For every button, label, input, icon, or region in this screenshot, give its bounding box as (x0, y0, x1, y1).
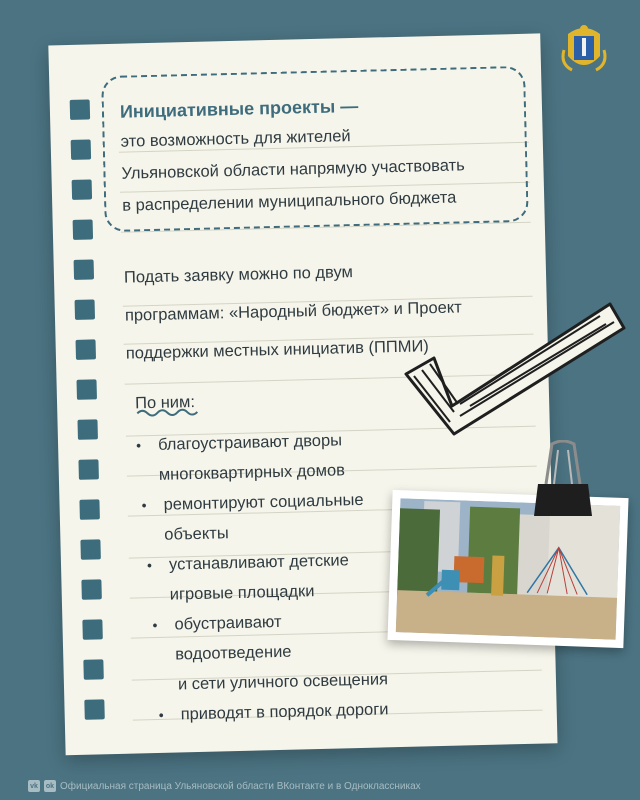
apply-line-2: программам: «Народный бюджет» и Проект (124, 298, 462, 325)
bullet-item-4-cont: водоотведение (175, 642, 292, 664)
apply-line-3: поддержки местных инициатив (ППМИ) (125, 337, 430, 363)
binder-clip-icon (528, 440, 598, 520)
bullet-item-4-cont2: и сети уличного освещения (177, 670, 389, 694)
bullet-item-1: • благоустраивают дворы (158, 426, 343, 459)
ok-icon[interactable]: ok (44, 780, 56, 792)
footer-text: Официальная страница Ульяновской области ВКонтакте и в Одноклассниках (60, 780, 421, 792)
intro-line-2: Ульяновской области напрямую участвовать (121, 156, 465, 183)
bullet-item-3: • устанавливают детские (169, 546, 349, 579)
vk-icon[interactable]: vk (28, 780, 40, 792)
intro-line-3: в распределении муниципального бюджета (122, 188, 457, 215)
bullet-item-4: • обустраивают (174, 608, 282, 640)
intro-line-1: это возможность для жителей (120, 127, 351, 151)
checkmark-icon (400, 294, 630, 444)
title: Инициативные проекты — (119, 95, 359, 122)
apply-line-1: Подать заявку можно по двум (123, 263, 354, 287)
squiggle-underline (135, 406, 205, 418)
bullet-item-2: • ремонтируют социальные (163, 486, 364, 520)
footer (28, 778, 421, 794)
bullet-item-5: • приводят в порядок дороги (180, 695, 388, 729)
bullet-item-3-cont: игровые площадки (169, 582, 315, 604)
bullet-item-2-cont: объекты (164, 524, 229, 544)
by-them-label: По ним: (134, 392, 196, 413)
bullet-item-1-cont: многоквартирных домов (158, 461, 346, 484)
